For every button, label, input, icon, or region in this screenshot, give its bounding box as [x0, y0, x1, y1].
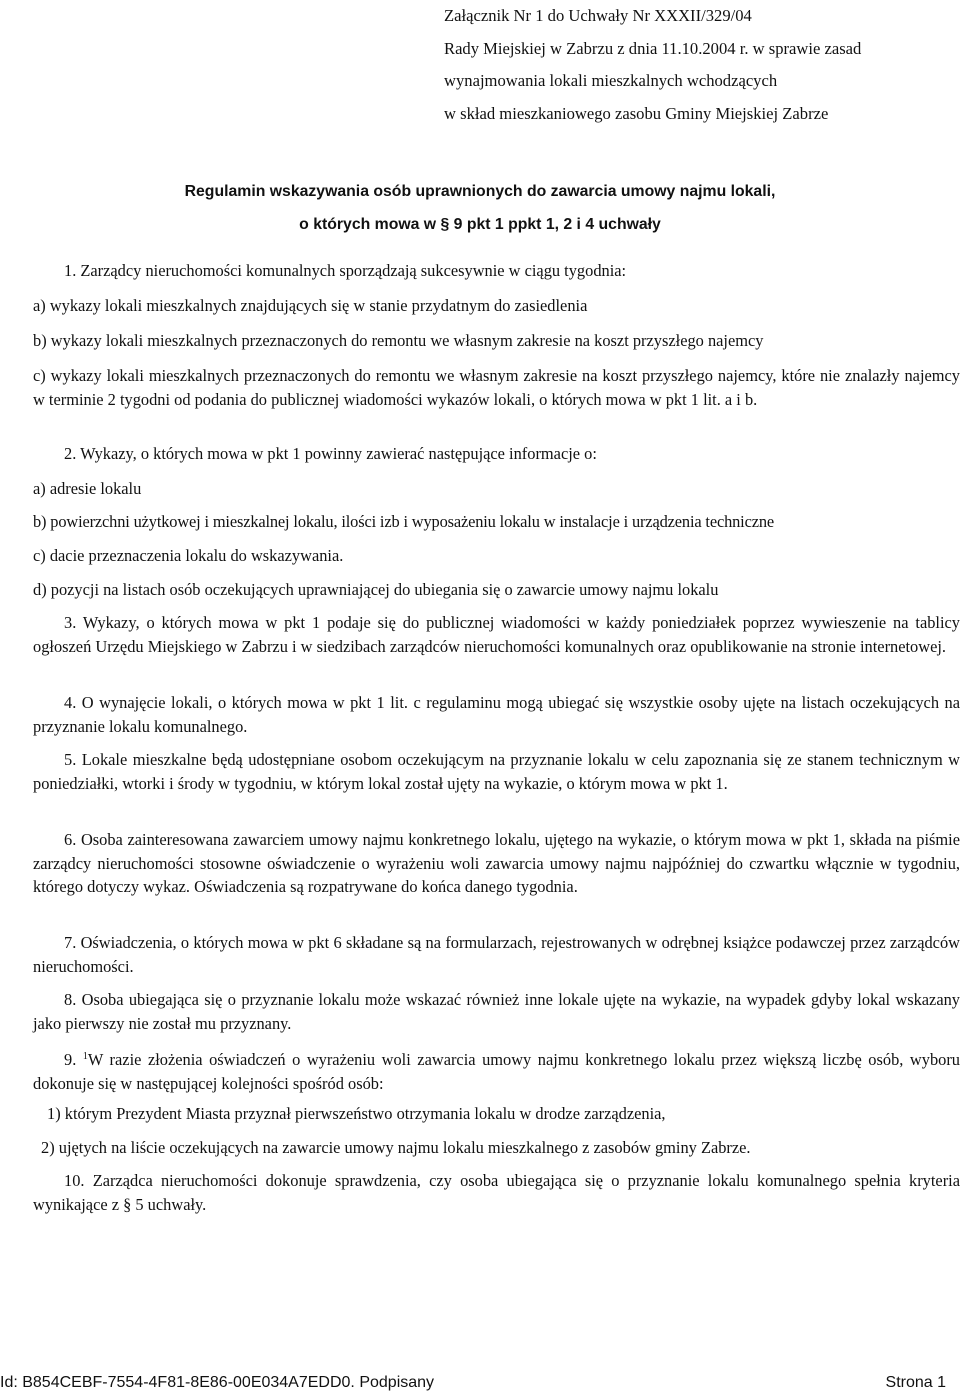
- item-2c: c) dacie przeznaczenia lokalu do wskazywania.: [33, 546, 344, 565]
- paragraph-3: 3. Wykazy, o których mowa w pkt 1 podaje się do publicznej wiadomości w każdy poniedziałek poprzez wywieszenie na tablicy ogłoszeń Urzędu Miejskiego w Zabrzu i w siedzibach zarządców nieruchomości komunalnych oraz opublikowanie na stronie internetowej.: [33, 613, 960, 656]
- paragraph-6: 6. Osoba zainteresowana zawarciem umowy najmu konkretnego lokalu, ujętego na wykazie, o którym mowa w pkt 1, składa na piśmie zarządcy nieruchomości stosowne oświadczenie o wyrażeniu woli zawarcia umowy najmu najpóźniej do czwartku włącznie w tygodniu, którego dotyczy wykaz. Oświadczenia są rozpatrywane do końca danego tygodnia.: [33, 830, 960, 896]
- footnote-marker: 1: [82, 1051, 88, 1062]
- item-1c-text: c) wykazy lokali mieszkalnych przeznaczonych do remontu we własnym zakresie na koszt przyszłego najemcy, które nie znalazły najemcy w terminie 2 tygodni od podania do publicznej wiadomości wykazów lokali, o których mowa w pkt 1 lit. a i b.: [33, 366, 960, 409]
- page-number: Strona 1: [885, 1374, 946, 1391]
- paragraph-4: 4. O wynajęcie lokali, o których mowa w pkt 1 lit. c regulaminu mogą ubiegać się wszystkie osoby ujęte na listach oczekujących na przyznanie lokalu komunalnego.: [33, 693, 960, 736]
- header-line: wynajmowania lokali mieszkalnych wchodzących: [444, 71, 778, 90]
- item-2d: d) pozycji na listach osób oczekujących uprawniającej do ubiegania się o zawarcie umowy najmu lokalu: [33, 580, 719, 599]
- paragraph-9-number: 9.: [64, 1050, 83, 1069]
- paragraph-10: 10. Zarządca nieruchomości dokonuje sprawdzenia, czy osoba ubiegająca się o przyznanie lokalu komunalnego spełnia kryteria wynikające z § 5 uchwały.: [33, 1171, 960, 1214]
- paragraph-8: 8. Osoba ubiegająca się o przyznanie lokalu może wskazać również inne lokale ujęte na wykazie, na wypadek gdyby lokal wskazany jako pierwszy nie został mu przyznany.: [33, 990, 960, 1033]
- item-2a: a) adresie lokalu: [33, 479, 142, 498]
- item-9-1: 1) którym Prezydent Miasta przyznał pierwszeństwo otrzymania lokalu w drodze zarządzenia,: [47, 1104, 666, 1123]
- paragraph-2: 2. Wykazy, o których mowa w pkt 1 powinny zawierać następujące informacje o:: [64, 444, 597, 463]
- item-9-2: 2) ujętych na liście oczekujących na zawarcie umowy najmu lokalu mieszkalnego z zasobów gminy Zabrze.: [41, 1138, 751, 1157]
- paragraph-1: 1. Zarządcy nieruchomości komunalnych sporządzają sukcesywnie w ciągu tygodnia:: [64, 261, 627, 280]
- item-1a: a) wykazy lokali mieszkalnych znajdujących się w stanie przydatnym do zasiedlenia: [33, 296, 588, 315]
- item-1c: [33, 364, 960, 411]
- paragraph-9: [33, 1045, 960, 1095]
- header-line: Załącznik Nr 1 do Uchwały Nr XXXII/329/04: [444, 6, 752, 25]
- paragraph-9-text: W razie złożenia oświadczeń o wyrażeniu woli zawarcia umowy najmu konkretnego lokalu przez większą liczbę osób, wyboru dokonuje się w następującej kolejności spośród osób:: [33, 1050, 960, 1093]
- paragraph-7: 7. Oświadczenia, o których mowa w pkt 6 składane są na formularzach, rejestrowanych w odrębnej książce podawczej przez zarządców nieruchomości.: [33, 933, 960, 976]
- header-line: w skład mieszkaniowego zasobu Gminy Miejskiej Zabrze: [444, 103, 829, 123]
- document-title-line-1: Regulamin wskazywania osób uprawnionych do zawarcia umowy najmu lokali,: [184, 183, 776, 200]
- paragraph-5: 5. Lokale mieszkalne będą udostępniane osobom oczekującym na przyznanie lokalu w celu zapoznania się ze stanem technicznym w poniedziałki, wtorki i środy w tygodniu, w którym lokal został ujęty na wykazie, o którym mowa w pkt 1.: [33, 750, 960, 793]
- attachment-header: [444, 0, 954, 130]
- document-title-line-2: o których mowa w § 9 pkt 1 ppkt 1, 2 i 4 uchwały: [299, 216, 661, 233]
- item-2b: b) powierzchni użytkowej i mieszkalnej lokalu, ilości izb i wyposażeniu lokalu w instalacje i urządzenia techniczne: [33, 512, 775, 531]
- item-1b: b) wykazy lokali mieszkalnych przeznaczonych do remontu we własnym zakresie na koszt przyszłego najemcy: [33, 331, 764, 350]
- document-id: Id: B854CEBF-7554-4F81-8E86-00E034A7EDD0. Podpisany: [0, 1374, 435, 1391]
- header-line: Rady Miejskiej w Zabrzu z dnia 11.10.2004 r. w sprawie zasad: [444, 38, 862, 58]
